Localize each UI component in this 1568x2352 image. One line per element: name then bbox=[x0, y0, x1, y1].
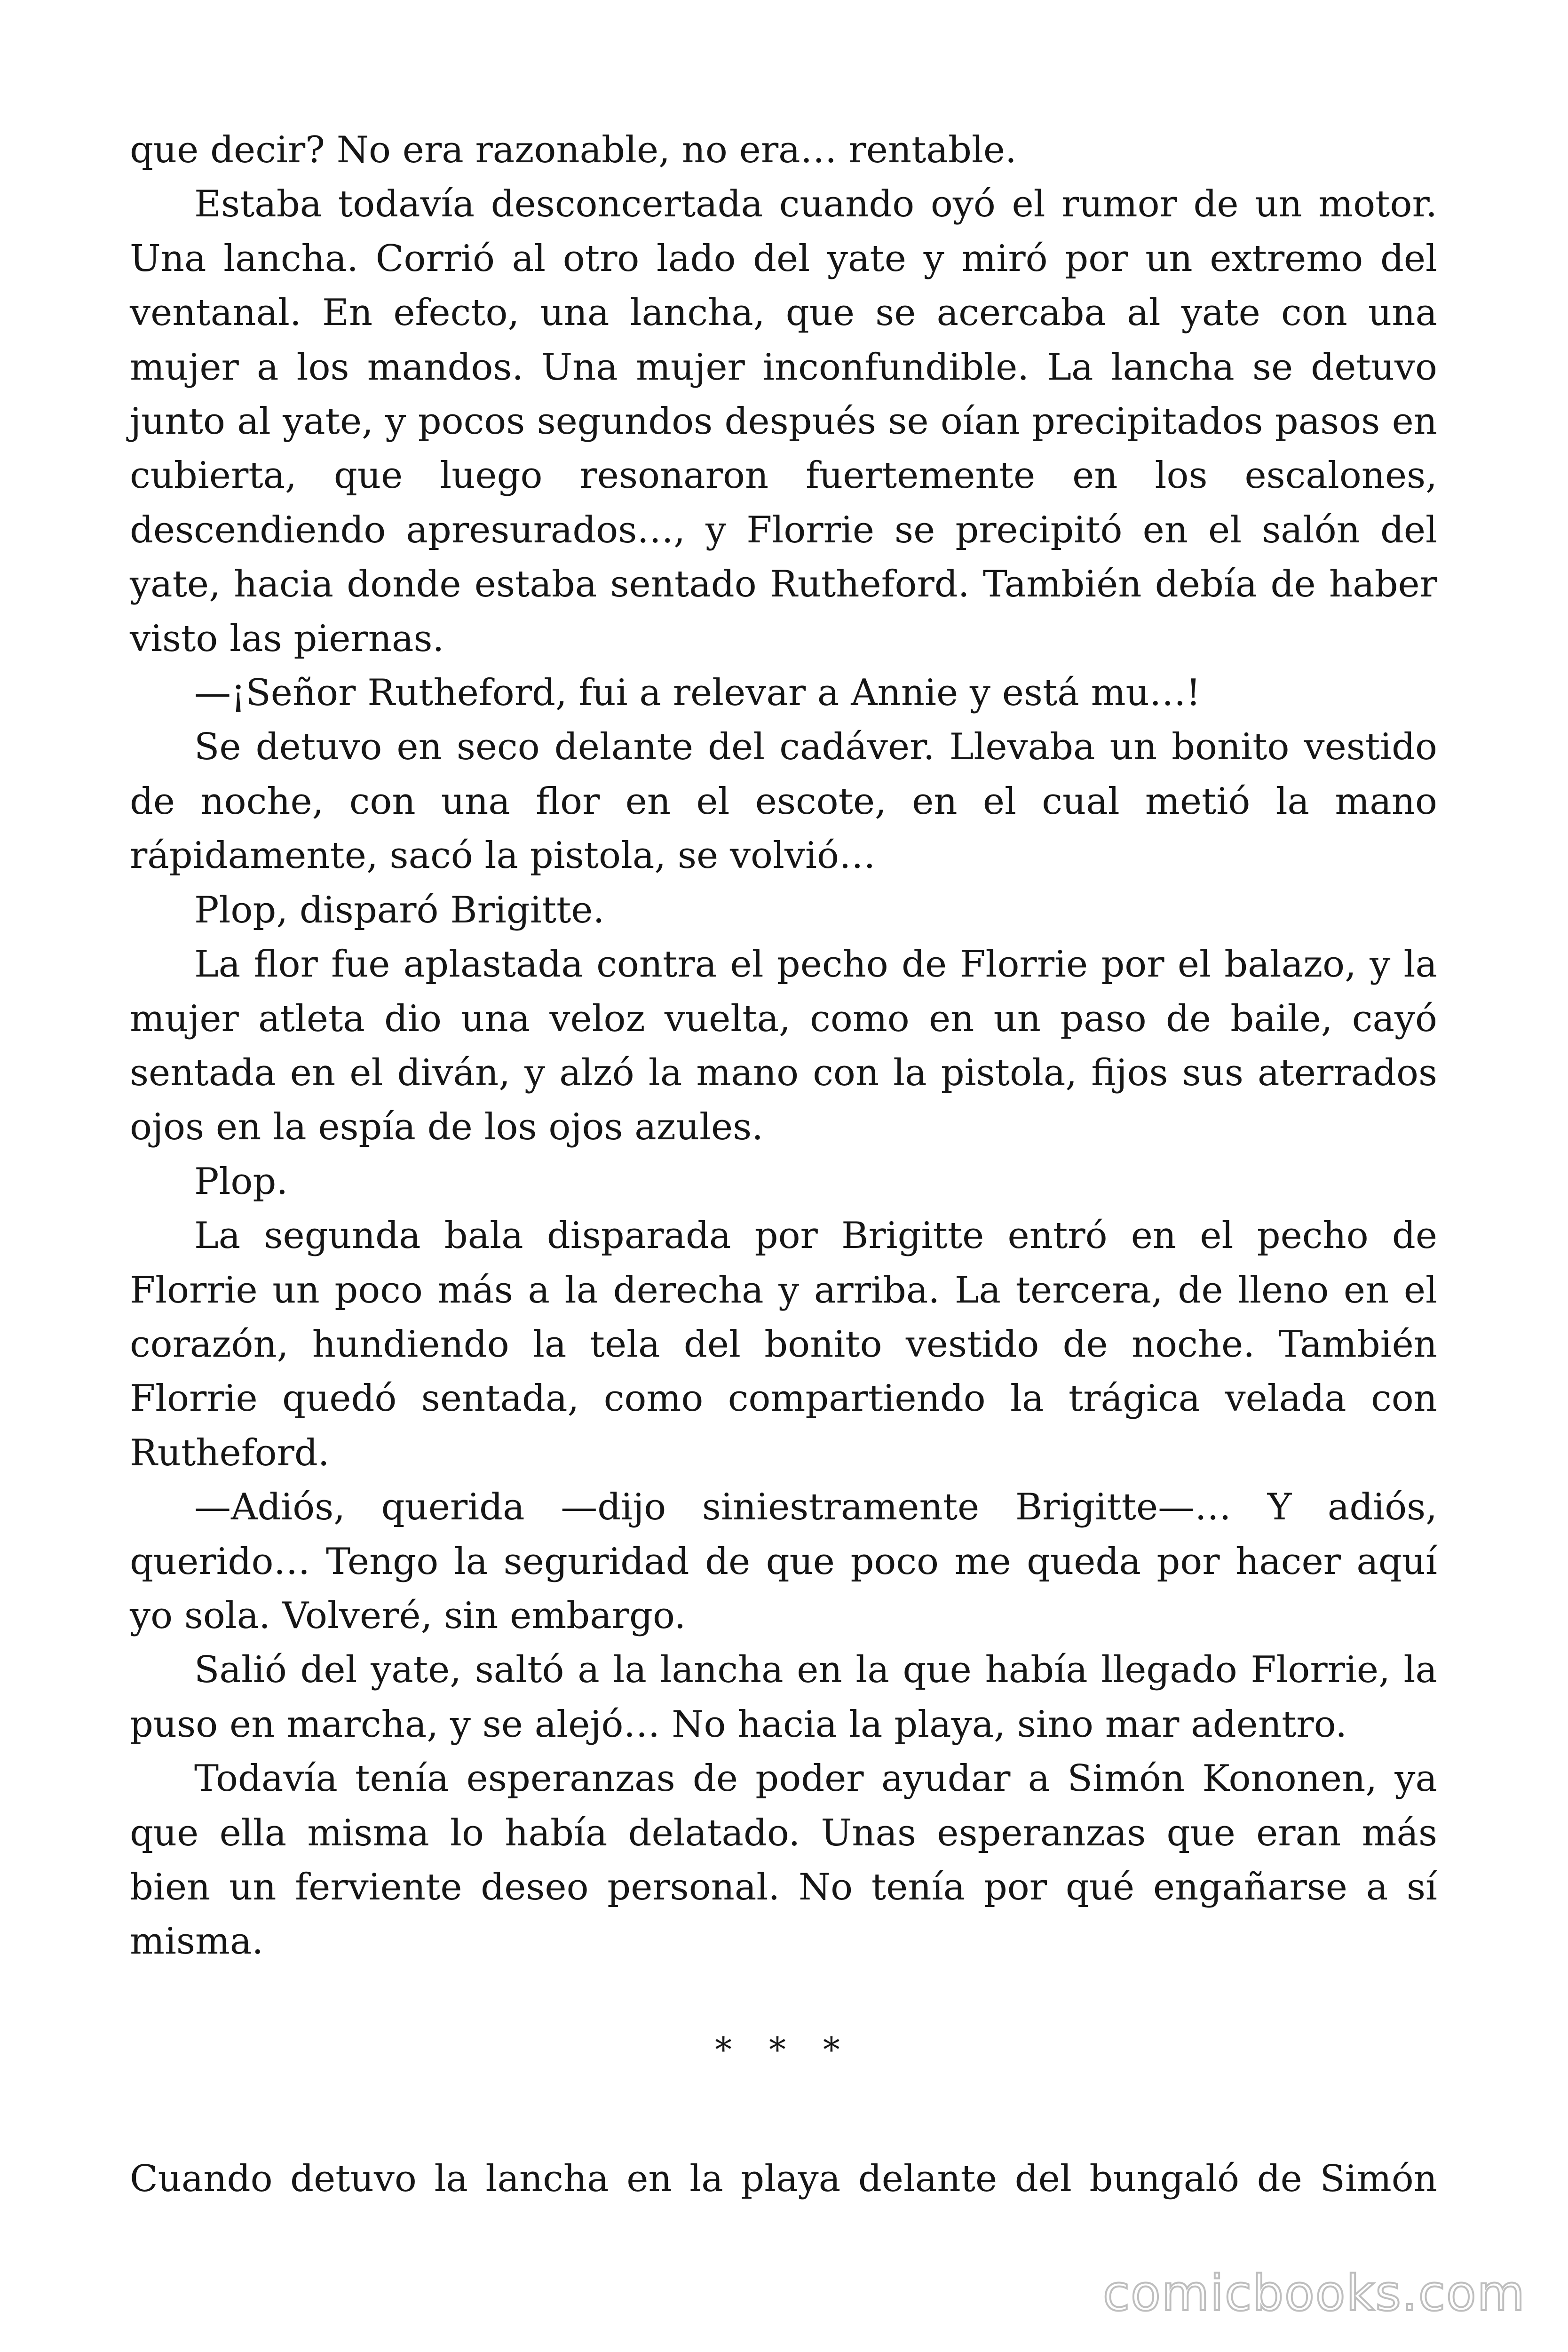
paragraph: Plop, disparó Brigitte. bbox=[194, 889, 605, 931]
paragraph: —Adiós, querida —dijo siniestramente Brigitte—… Y adiós, querido… Tengo la seguridad de que poco me queda por hacer aquí yo sola. Volveré, sin embargo. bbox=[130, 1486, 1437, 1637]
paragraph: que decir? No era razonable, no era… rentable. bbox=[130, 129, 1017, 171]
paragraph: Salió del yate, saltó a la lancha en la que había llegado Florrie, la puso en marcha, y se alejó… No hacia la playa, sino mar adentro. bbox=[130, 1649, 1437, 1746]
paragraph: La segunda bala disparada por Brigitte entró en el pecho de Florrie un poco más a la derecha y arriba. La tercera, de lleno en el corazón, hundiendo la tela del bonito vestido de noche. También Florrie quedó sentada, como compartiendo la trágica velada con Rutheford. bbox=[130, 1215, 1437, 1474]
body-text bbox=[130, 123, 1437, 1969]
paragraph: La flor fue aplastada contra el pecho de Florrie por el balazo, y la mujer atleta dio una veloz vuelta, como en un paso de baile, cayó sentada en el diván, y alzó la mano con la pistola, fijos sus aterrados ojos en la espía de los ojos azules. bbox=[130, 943, 1437, 1149]
paragraph-continued: Cuando detuvo la lancha en la playa delante del bungaló de Simón bbox=[130, 2158, 1437, 2200]
paragraph: Todavía tenía esperanzas de poder ayudar a Simón Kononen, ya que ella misma lo había delatado. Unas esperanzas que eran más bien un ferviente deseo personal. No tenía por qué engañarse a sí misma. bbox=[130, 1757, 1437, 1963]
section-separator: * * * bbox=[715, 2030, 853, 2069]
watermark-text: comicbooks.com bbox=[1102, 2265, 1526, 2322]
paragraph: Plop. bbox=[194, 1160, 288, 1203]
paragraph: Se detuvo en seco delante del cadáver. Llevaba un bonito vestido de noche, con una flor en el escote, en el cual metió la mano rápidamente, sacó la pistola, se volvió… bbox=[130, 726, 1437, 877]
paragraph: —¡Señor Rutheford, fui a relevar a Annie y está mu…! bbox=[194, 672, 1201, 715]
paragraph: Estaba todavía desconcertada cuando oyó el rumor de un motor. Una lancha. Corrió al otro lado del yate y miró por un extremo del ventanal. En efecto, una lancha, que se acercaba al yate con una mujer a los mandos. Una mujer inconfundible. La lancha se detuvo junto al yate, y pocos segundos después se oían precipitados pasos en cubierta, que luego resonaron fuertemente en los escalones, descendiendo apresurados…, y Florrie se precipitó en el salón del yate, hacia donde estaba sentado Rutheford. También debía de haber visto las piernas. bbox=[130, 183, 1437, 660]
